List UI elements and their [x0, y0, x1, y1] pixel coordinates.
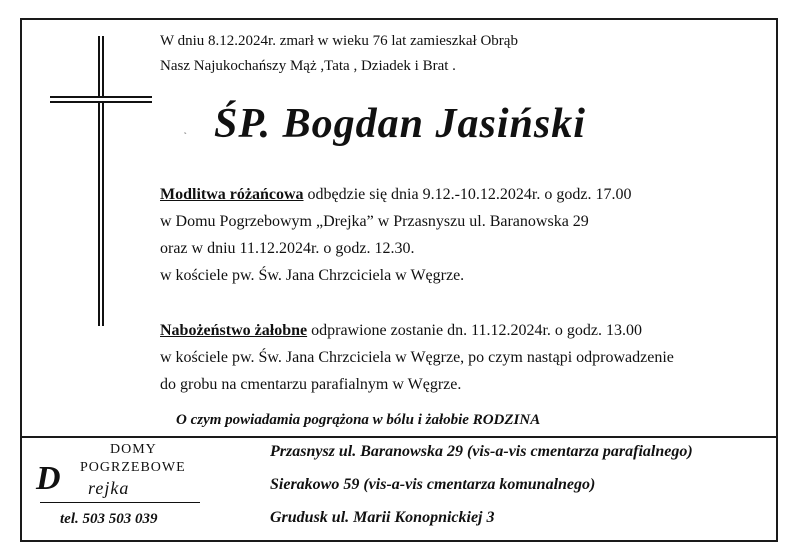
logo-script-name: rejka	[88, 478, 130, 498]
intro-line-1: W dniu 8.12.2024r. zmarł w wieku 76 lat zamieszkał Obrąb	[160, 33, 518, 49]
address-2: Sierakowo 59 (vis-a-vis cmentarza komunalnego)	[270, 476, 596, 493]
funeral-home-logo	[36, 442, 220, 504]
phone-number: tel. 503 503 039	[60, 511, 158, 527]
cross-icon-bar	[50, 96, 152, 103]
cross-icon	[98, 36, 104, 326]
mass-line-2: w kościele pw. Św. Jana Chrzciciela w Węgrze, po czym nastąpi odprowadzenie	[160, 349, 674, 366]
logo-line-2: POGRZEBOWE	[80, 460, 186, 475]
decorative-mark-icon: ˛	[184, 124, 187, 134]
mass-line-3: do grobu na cmentarzu parafialnym w Węgrze.	[160, 376, 462, 393]
rosary-line-1-text: odbędzie się dnia 9.12.-10.12.2024r. o godz. 17.00	[303, 186, 632, 203]
deceased-name: ŚP. Bogdan Jasiński	[214, 101, 586, 147]
closing-line: O czym powiadamia pogrążona w bólu i żałobie RODZINA	[176, 412, 541, 428]
logo-underline	[40, 502, 200, 503]
intro-line-2: Nasz Najukochańszy Mąż ,Tata , Dziadek i Brat .	[160, 58, 456, 74]
rosary-line-2: w Domu Pogrzebowym „Drejka” w Przasnyszu ul. Baranowska 29	[160, 213, 589, 230]
mass-line-1-text: odprawione zostanie dn. 11.12.2024r. o godz. 13.00	[307, 322, 643, 339]
address-1: Przasnysz ul. Baranowska 29 (vis-a-vis cmentarza parafialnego)	[270, 443, 693, 460]
rosary-line-1	[160, 186, 631, 204]
logo-script-letter: D	[36, 460, 61, 497]
footer-divider	[20, 436, 778, 438]
rosary-line-3: oraz w dniu 11.12.2024r. o godz. 12.30.	[160, 240, 415, 257]
rosary-heading: Modlitwa różańcowa	[160, 186, 304, 203]
mass-line-1	[160, 322, 642, 340]
address-3: Grudusk ul. Marii Konopnickiej 3	[270, 509, 495, 526]
mass-heading: Nabożeństwo żałobne	[160, 322, 308, 339]
logo-line-1: DOMY	[110, 442, 157, 457]
rosary-line-4: w kościele pw. Św. Jana Chrzciciela w Węgrze.	[160, 267, 465, 284]
